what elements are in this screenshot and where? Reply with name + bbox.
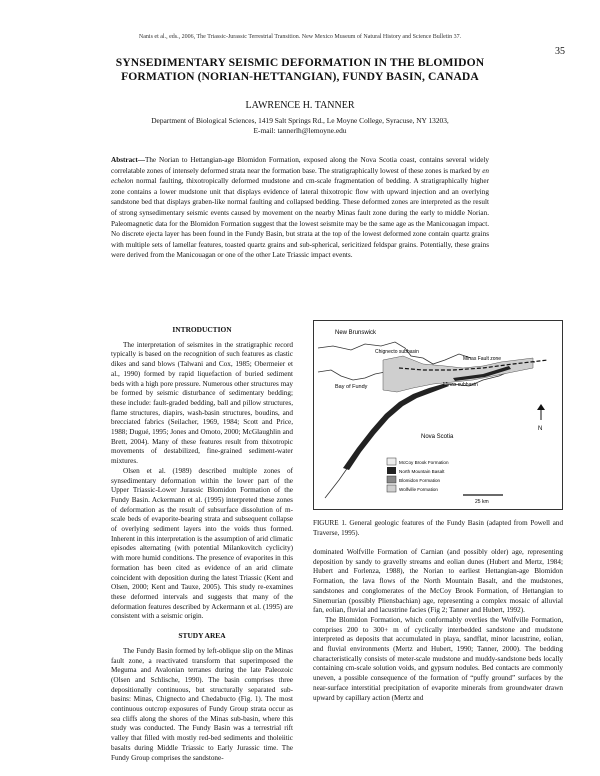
label-nova-scotia: Nova Scotia (421, 434, 454, 440)
intro-paragraph-1: The interpretation of seismites in the stratigraphic record typically is based on the recognition of such features as clastic dikes and sand blows (Talwani and Cox, 1985; Obermeier et al., 1990) formed by rapid liquefaction of buried sediment beds with a high pore pressure. Numerous other structures may be formed by seismic disturbance of sedimentary bedding; these include: fault-graded bedding, ball and pillow structures, flame structures, diapirs, wash-basin structures, boudins, and brecciated fabrics (Seilacher, 1969, 1984; Scott and Price, 1988; Dugué, 1995; Jones and Omoto, 2000; McGlaughlin and Brett, 2004). Many of these features result from thixotropic movements of destabilized, fine-grained sediment-water mixtures. (111, 340, 293, 466)
intro-heading: INTRODUCTION (172, 325, 232, 334)
right-paragraph-2: The Blomidon Formation, which conformably overlies the Wolfville Formation, comprises 200 to 300+ m of cyclically interbedded sandstone and mudstone interpreted as deposits that accumulated in playa, sandflat, minor lacustrine, eolian, and fluvial environments (Mertz and Hubert, 1990; Tanner, 2000). The bedding characteristically consists of meter-scale mudstone and muddy-sandstone beds locally containing cm-scale solution voids, and gypsum nodules. Bed contacts are commonly uneven, a possible consequence of the formation of “puffy ground” surfaces by the near-surface interstitial precipitation of evaporite minerals from groundwater drawn upward by capillary action (Mertz and (313, 615, 563, 702)
label-bay-of-fundy: Bay of Fundy (335, 384, 368, 390)
title-line-2: FORMATION (NORIAN-HETTANGIAN), FUNDY BASIN, CANADA (121, 70, 479, 83)
right-paragraph-1: dominated Wolfville Formation of Carnian (and possibly older) age, representing deposition by sandy to gravelly streams and eolian dunes (Hubert and Mertz, 1984; Hubert and Forlenza, 1988), the Norian to earliest Hettangian-age Blomidon Formation, the lava flows of the North Mountain Basalt, and the mudstones, sandstones and conglomerates of the McCoy Brook Formation, of Hettangian to Sinemurian (possibly Pliensbachian) age, representing a complex mosaic of alluvial fan, eolian, fluvial and lacustrine facies (Fig 2; Tanner and Hubert, 1992). (313, 548, 563, 615)
affiliation-line-1: Department of Biological Sciences, 1419 Salt Springs Rd., Le Moyne College, Syracuse, NY 13203, (151, 116, 449, 125)
affiliation-email: E-mail: tannerlh@lemoyne.edu (253, 126, 347, 135)
abstract (111, 155, 489, 261)
label-chignecto: Chignecto subbasin (375, 349, 419, 355)
legend-swatch-blomidon (387, 476, 396, 483)
legend-swatch-mccoy (387, 458, 396, 465)
label-new-brunswick: New Brunswick (335, 330, 377, 336)
left-column (111, 325, 293, 763)
intro-paragraph-2: Olsen et al. (1989) described multiple zones of synsedimentary deformation within the lower part of the Upper Triassic-Lower Jurassic Blomidon Formation of the Fundy Basin. Ackermann et al. (1995) interpreted these zones of deformation as the result of subsurface dissolution of m-scale beds of evaporite-bearing strata and subsequent collapse of overlying sediment layers into the voids thus formed. Inherent in this interpretation is the assumption of arid climatic episodes alternating (with potential Milankovitch cyclicity) with more humid conditions. The presence of evaporites in this formation has been cited as evidence of an arid climate coincident with deposition during the latest Triassic (Kent and Olsen, 2000; Kent and Tauxe, 2005). This study re-examines these deformed intervals and suggests that many of the deformation features described by Ackermann et al. (1995) are consistent with a seismic origin. (111, 466, 293, 621)
label-minas: Minas subbasin (443, 382, 478, 388)
legend-basalt: North Mountain Basalt (399, 469, 445, 474)
study-area-paragraph-1: The Fundy Basin formed by left-oblique slip on the Minas fault zone, a reactivated transform that superimposed the Meguma and Avalonian terranes during the late Paleozoic (Olsen and Schlische, 1990). The basin comprises three depositionally continuous, but structurally separated sub-basins: Minas, Chignecto and Chedabucto (Fig. 1). The most continuous outcrop exposures of Fundy Group strata occur as sea cliffs along the shores of the Minas sub-basin, where this study was conducted. The Fundy Basin was a terrestrial rift valley that filled with mostly red-bed sediments and tholeiitic basalts during Middle Triassic to Early Jurassic time. The Fundy Group comprises the sandstone- (111, 646, 293, 762)
abstract-text-2: normal faulting, thixotropically deformed mudstone and cm-scale fragmentation of bedding. A stratigraphically higher zone contains a lower mudstone unit that displays evidence of lateral thixotropic flow with upward injection and an overlying sandstone bed that displays graben-like normal faulting and collapsed bedding. These deformed zones are interpreted as the result of strong synsedimentary seismic events caused by movement on the nearby Minas fault zone during the early to middle Norian. Paleomagnetic data for the Blomidon Formation suggest that the lowest seismite may be the same age as the Manicouagan impact. No discrete ejecta layer has been found in the Fundy Basin, but strata at the top of the lowest deformed zone contain quartz grains with multiple sets of lamellar features, toasted quartz grains and sub-spherical, sericitized feldspar grains. Potentially, these grains were derived from the Manicouagan or one of the other Late Triassic impact events. (111, 177, 489, 260)
author-name: LAWRENCE H. TANNER (245, 100, 355, 111)
legend-swatch-wolfville (387, 485, 396, 492)
label-scale: 25 km (475, 499, 489, 505)
legend-wolfville: Wolfville Formation (399, 487, 438, 492)
affiliation (0, 116, 600, 136)
abstract-text-1: The Norian to Hettangian-age Blomidon Formation, exposed along the Nova Scotia coast, contains several widely correlatable zones of intensely deformed strata near the formation base. The stratigraphically lowest of these zones is marked by (111, 156, 489, 175)
abstract-label: Abstract— (111, 156, 145, 164)
figure-1-caption: FIGURE 1. General geologic features of the Fundy Basin (adapted from Powell and Traverse, 1995). (313, 519, 563, 537)
paper-title (40, 56, 560, 84)
page-number: 35 (555, 46, 565, 57)
study-area-heading: STUDY AREA (178, 631, 226, 641)
title-line-1: SYNSEDIMENTARY SEISMIC DEFORMATION IN THE BLOMIDON (115, 56, 485, 69)
figure-1-map (313, 320, 563, 510)
right-column (313, 548, 563, 703)
label-fault: Minas Fault zone (463, 356, 502, 362)
label-north: N (538, 426, 543, 432)
map-svg (313, 320, 563, 510)
abstract-italic: en echelon (111, 166, 489, 186)
legend-mccoy: McCoy Brook Formation (399, 460, 449, 465)
legend-blomidon: Blomidon Formation (399, 478, 441, 483)
running-header: Nanis et al., eds., 2006, The Triassic-Jurassic Terrestrial Transition. New Mexico Museum of Natural History and Science Bulletin 37. (138, 34, 462, 40)
legend-swatch-basalt (387, 467, 396, 474)
